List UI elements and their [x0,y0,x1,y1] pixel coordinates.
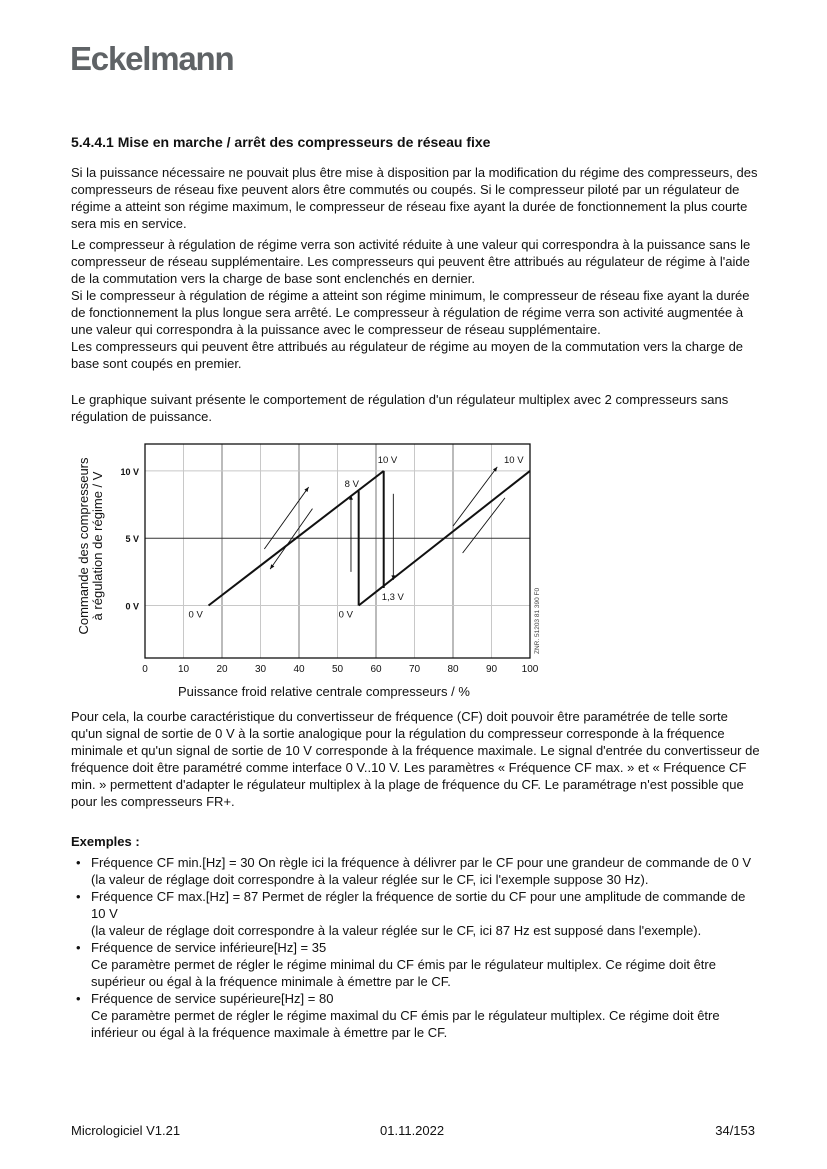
chart-grid [145,444,530,658]
y-tick-label: 10 V [120,466,139,477]
regulation-chart [70,440,550,680]
arrow-head-icon [270,564,274,569]
example-note: Ce paramètre permet de régler le régime maximal du CF émis par le régulateur multiplex. Ce régime doit être inférieur ou égal à la fréquence maximale à émettre par le CF. [91,1008,720,1040]
y-axis-ticks [120,467,139,612]
example-line: Fréquence CF max.[Hz] = 87 Permet de régler la fréquence de sortie du CF pour une amplitude de commande de 10 V [91,889,746,921]
x-axis-label: Puissance froid relative centrale compresseurs / % [178,684,470,699]
x-tick-label: 80 [447,664,459,675]
example-item [71,990,761,1041]
example-item [71,854,761,888]
y-axis-label-line-1: Commande des compresseurs [76,457,91,635]
x-tick-label: 20 [216,664,228,675]
eckelmann-logo: Eckelmann [70,40,234,77]
after-chart-paragraph [71,708,761,810]
data-annotation: 10 V [377,454,398,466]
x-tick-label: 0 [142,664,148,675]
examples-list [71,854,761,1041]
chart-intro-paragraph [71,391,761,425]
x-tick-label: 40 [293,664,305,675]
x-tick-label: 100 [521,664,539,675]
example-line: Fréquence CF min.[Hz] = 30 On règle ici la fréquence à délivrer par le CF pour une grandeur de commande de 0 V [91,855,752,870]
paragraph-5: Le graphique suivant présente le comportement de régulation d'un régulateur multiplex avec 2 compresseurs sans régulation de puissance. [71,392,729,424]
data-annotation: 0 V [188,609,203,621]
y-tick-label: 5 V [125,534,139,545]
paragraph-6: Pour cela, la courbe caractéristique du convertisseur de fréquence (CF) doit pouvoir être paramétrée de telle sorte qu'un signal de sortie de 0 V à la sortie analogique pour la régulation du compresseur corresponde à la fréquence minimale et qu'un signal de sortie de 10 V corresponde à la fréquence maximale. Le signal d'entrée du convertisseur de fréquence doit être paramétré comme interface 0 V..10 V. Les paramètres « Fréquence CF max. » et « Fréquence CF min. » permettent d'adapter le régulateur multiplex à la plage de fréquence du CF. Le paramétrage n'est possible que pour les compresseurs FR+. [71,709,760,809]
x-axis-ticks [142,664,539,675]
x-tick-label: 30 [254,664,267,675]
y-tick-label: 0 V [125,601,139,612]
example-line: Fréquence de service inférieure[Hz] = 35 [91,940,327,955]
body-paragraphs [71,236,761,372]
example-item [71,939,761,990]
paragraph-3: Si le compresseur à régulation de régime a atteint son régime minimum, le compresseur de réseau fixe ayant la durée de fonctionnement la plus longue sera arrêté. Le compresseur à régulation de régime verra son activité augmentée à une valeur qui correspondra à la puissance avec le compresseur de réseau supplémentaire. [71,288,750,337]
intro-paragraph [71,164,761,232]
paragraph-4: Les compresseurs qui peuvent être attribués au régulateur de régime au moyen de la commutation vers la charge de base sont coupés en premier. [71,339,744,371]
x-tick-label: 50 [331,664,344,675]
example-note: (la valeur de réglage doit correspondre à la valeur réglée sur le CF, ici l'exemple suppose 30 Hz). [91,872,649,887]
example-item [71,888,761,939]
footer-page-number: 34/153 [715,1123,755,1138]
example-line: Fréquence de service supérieure[Hz] = 80 [91,991,334,1006]
paragraph-1: Si la puissance nécessaire ne pouvait plus être mise à disposition par la modification du régime des compresseurs, des compresseurs de réseau fixe peuvent alors être commutés ou coupés. Si le compresseur piloté par un régulateur de régime a atteint son régime maximum, le compresseur de réseau fixe ayant la durée de fonctionnement la plus courte sera mis en service. [71,165,758,231]
examples-title: Exemples : [71,834,140,849]
paragraph-2: Le compresseur à régulation de régime verra son activité réduite à une valeur qui correspondra à la puissance sans le compresseur de réseau supplémentaire. Les compresseurs qui peuvent être attribués au régulateur de régime à l'aide de la commutation vers la charge de base sont enclenchés en dernier. [71,237,751,286]
section-heading: 5.4.4.1 Mise en marche / arrêt des compresseurs de réseau fixe [71,134,491,150]
example-note: (la valeur de réglage doit correspondre à la valeur réglée sur le CF, ici 87 Hz est supposé dans l'exemple). [91,923,702,938]
arrow-shaft [264,487,308,549]
y-axis-label-line-2: à régulation de régime / V [90,471,105,621]
x-tick-label: 70 [408,664,421,675]
arrow-shaft [270,509,312,570]
data-annotation: 8 V [344,479,359,491]
example-note: Ce paramètre permet de régler le régime minimal du CF émis par le régulateur multiplex. Ce régime doit être supérieur ou égal à la fréquence minimale à émettre par le CF. [91,957,716,989]
x-tick-label: 10 [177,664,190,675]
data-annotation: 1,3 V [381,592,404,604]
footer-date: 01.11.2022 [380,1123,445,1138]
figure-reference-note: ZNR. 51203 81 390 F0 [534,587,541,654]
data-annotation: 10 V [504,454,524,466]
data-annotation: 0 V [338,609,353,621]
footer-version: Micrologiciel V1.21 [71,1123,181,1138]
x-tick-label: 90 [485,664,498,675]
x-tick-label: 60 [370,664,382,675]
arrow-head-icon [304,487,308,492]
